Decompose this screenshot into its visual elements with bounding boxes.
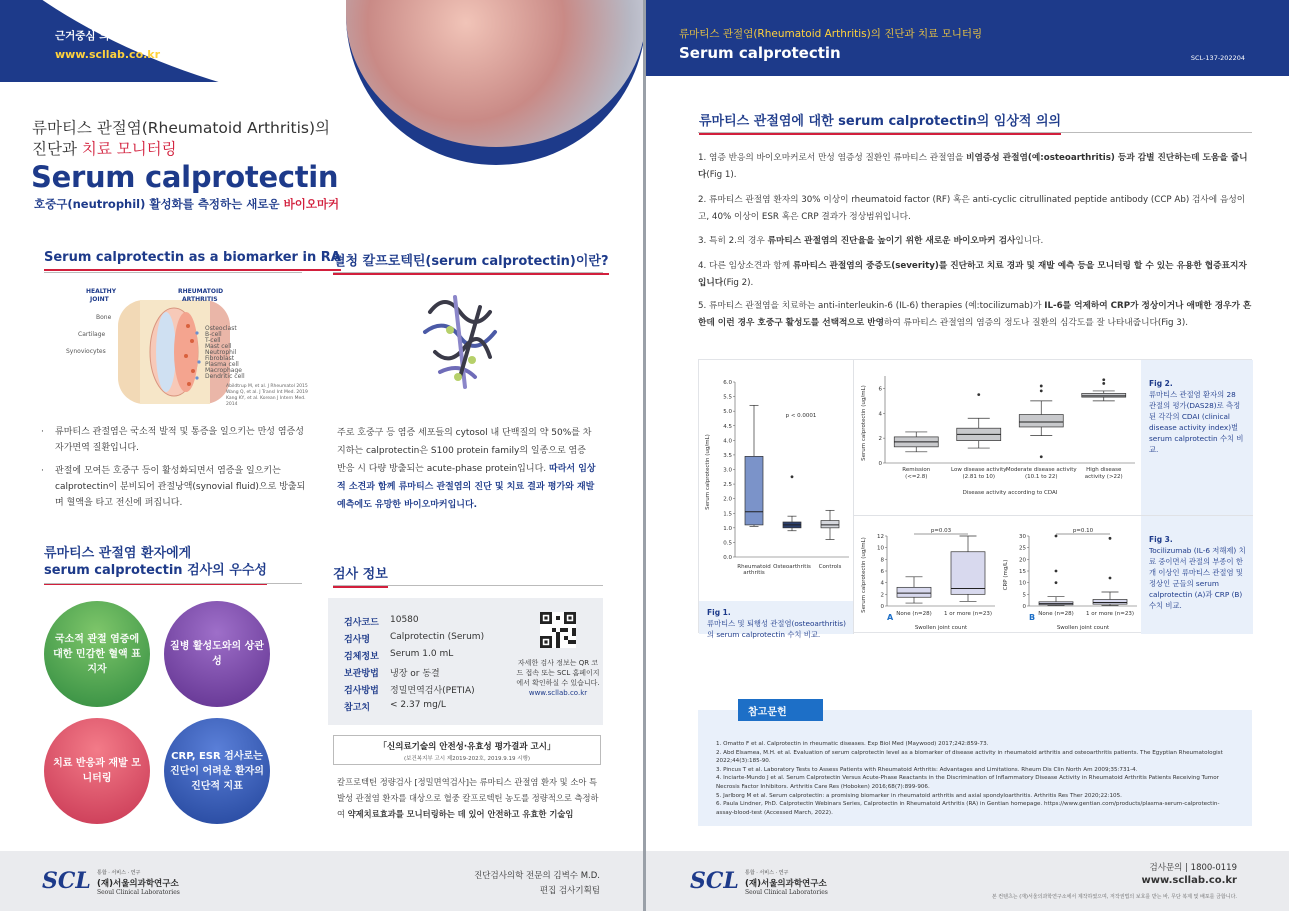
- y-tick-label: 10: [1019, 580, 1026, 587]
- logo-name: (재)서울의과학연구소: [97, 879, 179, 889]
- label-cell: Plasma cell: [205, 361, 239, 368]
- reference-item: 3. Pincus T et al. Laboratory Tests to Assess Patients with Rheumatoid Arthritis: Advantages and Limitations. Rheum Dis Clin North Am 2009;35:731-4.: [716, 766, 1138, 773]
- box-outlier: [977, 393, 980, 396]
- fig-separator: [853, 360, 854, 634]
- y-axis-label: Serum calprotectin (ug/mL): [861, 385, 867, 461]
- right-footer: [646, 851, 1289, 911]
- box-outlier: [1040, 390, 1043, 393]
- reference-item: 2022;44(3):185-90.: [716, 758, 771, 765]
- box-iqr: [1093, 599, 1127, 604]
- p-value-annotation: p < 0.0001: [785, 413, 817, 419]
- box-outlier: [1109, 577, 1112, 580]
- y-tick-label: 0: [1022, 604, 1026, 610]
- info-value: 냉장 or 동결: [390, 669, 440, 679]
- y-tick-label: 2: [880, 592, 884, 599]
- divider: [44, 272, 302, 273]
- x-tick-label: Controls: [818, 564, 842, 570]
- fig3b-chart: [999, 520, 1141, 632]
- calprotectin-description: 주로 호중구 등 염증 세포들의 cytosol 내 단백질의 약 50%를 차지하는 calprotectin은 S100 protein family의 일종으로 염증 반응 시 다량 방출되는 acute-phase protein입니다. 따라서 임상적 소견과 함께 류마티스 관절염의 진단 및 치료 결과 평가와 재발 예측에도 유망한 바이오마커입니다.: [337, 428, 596, 510]
- y-tick-label: 4.0: [723, 438, 732, 445]
- box-outlier: [1040, 455, 1043, 458]
- x-tick-label: Moderate disease activity (10.1 to 22): [1005, 467, 1077, 480]
- y-axis-label: Serum calprotectin (ug/mL): [861, 537, 867, 613]
- label-cell: Osteoclast: [205, 325, 237, 332]
- info-key: 검체정보: [344, 652, 379, 662]
- box-iqr: [897, 587, 931, 597]
- label-healthy: HEALTHY: [86, 288, 117, 295]
- box-iqr: [1019, 415, 1063, 427]
- section-clinical-significance: 류마티스 관절염에 대한 serum calprotectin의 임상적 의의: [699, 110, 1061, 135]
- y-tick-label: 1.0: [723, 525, 732, 532]
- panel-label-a: A: [887, 613, 894, 622]
- divider: [698, 132, 1252, 133]
- x-tick-label: Rheumatoid arthritis: [737, 564, 771, 576]
- y-tick-label: 6: [880, 569, 884, 575]
- reference-item: Necrosis Factor Inhibitors. Arthritis Care Res (Hoboken) 2016;68(7):899-906.: [716, 783, 930, 790]
- benefit-circle-correlation: 질병 활성도와의 상관성: [164, 601, 270, 707]
- logo-english: Seoul Clinical Laboratories: [97, 889, 180, 896]
- scl-logo: SCL: [42, 868, 91, 894]
- x-tick-label: Osteoarthritis: [773, 564, 811, 570]
- y-tick-label: 4.5: [723, 423, 732, 430]
- header-subtitle: 류마티스 관절염(Rheumatoid Arthritis)의 진단과 치료 모니터링: [679, 28, 983, 40]
- box-outlier: [1040, 385, 1043, 388]
- list-item: 2. 류마티스 관절염 환자의 30% 이상이 rheumatoid factor (RF) 혹은 anti-cyclic citrullinated peptide antibody (CCP Ab) 검사에 음성이고, 40% 이상이 ESR 혹은 CRP 결과가 정상범위입니다.: [698, 195, 1246, 222]
- box-iqr: [821, 521, 839, 528]
- y-tick-label: 8: [880, 557, 884, 564]
- box-iqr: [1082, 393, 1126, 397]
- header-url[interactable]: www.scllab.co.kr: [55, 48, 161, 61]
- y-tick-label: 30: [1019, 534, 1026, 540]
- title-line2: 진단과 치료 모니터링: [32, 140, 177, 158]
- benefit-circle-sensitivity: 국소적 관절 염증에 대한 민감한 혈액 표지자: [44, 601, 150, 707]
- list-item: 4. 다른 임상소견과 함께 류마티스 관절염의 중증도(severity)를 진단하고 치료 경과 및 재발 예측 등을 모니터링 할 수 있는 유용한 협증표지자입니다(Fig 2).: [698, 261, 1247, 288]
- y-tick-label: 0.5: [723, 540, 732, 547]
- divider: [333, 585, 603, 586]
- benefit-circle-monitoring: 치료 반응과 재발 모니터링: [44, 718, 150, 824]
- info-key: 검사명: [344, 635, 371, 645]
- y-tick-label: 12: [877, 534, 884, 540]
- y-tick-label: 0: [878, 461, 882, 467]
- box-outlier: [1055, 581, 1058, 584]
- logo-name: (재)서울의과학연구소: [745, 879, 827, 889]
- left-footer: [0, 851, 643, 911]
- y-axis-label: Serum calprotectin (ug/mL): [705, 434, 711, 510]
- reference-list: [716, 740, 1244, 817]
- fig2-chart: [857, 368, 1139, 512]
- x-tick-label: 1 or more (n=23): [1085, 611, 1135, 617]
- label-cell: Fibroblast: [205, 355, 235, 362]
- info-value: 정밀면역검사(PETIA): [390, 686, 475, 696]
- reference-item: assay-blood-test (Accessed March, 2022).: [716, 809, 833, 816]
- reference-item: 6. Paula Lindner, PhD. Calprotectin Webinars Series, Calprotectin in Rheumatoid Arthritis (RA) in Gentian homepage. https://www.gentian.com/products/plasma-serum-calprotectin-: [716, 801, 1220, 808]
- benefit-circle-diagnostic: CRP, ESR 검사로는 진단이 어려운 환자의 진단적 지표: [164, 718, 270, 824]
- qr-caption: 자세한 검사 정보는 QR 코드 접속 또는 SCL 홈페이지에서 확인하실 수 있습니다. www.scllab.co.kr: [516, 659, 600, 697]
- box-outlier: [1055, 570, 1058, 573]
- x-tick-label: None (n=28): [1038, 611, 1074, 617]
- y-tick-label: 15: [1019, 569, 1026, 575]
- divider: [44, 583, 302, 584]
- label-cell: Macrophage: [205, 367, 242, 374]
- fig2-caption: Fig 2. 류마티스 관절염 환자의 28 관절의 평가(DAS28)로 측정된 각각의 CDAI (clinical disease activity index)별 serum calprotectin 수치 비교.: [1149, 379, 1244, 454]
- y-tick-label: 25: [1019, 545, 1026, 552]
- box-outlier: [791, 475, 794, 478]
- box-outlier: [1109, 537, 1112, 540]
- info-value: Calprotectin (Serum): [390, 632, 485, 642]
- y-tick-label: 20: [1019, 557, 1026, 564]
- x-tick-label: High disease activity (>22): [1084, 467, 1123, 480]
- p-value-annotation: p=0.10: [1072, 528, 1094, 534]
- section-superiority: 류마티스 관절염 환자에게 serum calprotectin 검사의 우수성: [44, 545, 267, 585]
- y-tick-label: 6: [878, 386, 882, 393]
- fig1-chart: [699, 372, 853, 602]
- section-what-is: 혈청 칼프로텍틴(serum calprotectin)이란?: [333, 250, 609, 275]
- fig1-caption: Fig 1. 류마티스 및 퇴행성 관절염(osteoarthritis)의 serum calprotectin 수치 비교.: [707, 608, 846, 639]
- info-key: 참고치: [344, 703, 371, 713]
- test-info-box: [328, 598, 603, 725]
- hands-photo: [346, 0, 643, 165]
- header-title: Serum calprotectin: [679, 44, 841, 62]
- qr-url[interactable]: www.scllab.co.kr: [528, 689, 588, 697]
- info-key: 보관방법: [344, 669, 379, 679]
- y-tick-label: 2.0: [723, 496, 732, 503]
- label-cartilage: Cartilage: [78, 331, 106, 338]
- y-tick-label: 2.5: [723, 482, 732, 489]
- y-tick-label: 5.0: [723, 409, 732, 416]
- x-axis-label: Swollen joint count: [1056, 625, 1110, 631]
- bullet-item: · 관절에 모여든 호중구 등이 활성화되면서 염증을 일으키는 calprotectin이 분비되어 관절낭액(synovial fluid)으로 방출되며 혈액을 타고 전신에 퍼집니다.: [41, 466, 306, 508]
- y-axis-label: CRP (mg/L): [1003, 559, 1009, 591]
- p-value-annotation: p=0.03: [930, 528, 952, 534]
- label-cell: Dendritic cell: [205, 373, 245, 380]
- y-tick-label: 0.0: [723, 555, 732, 561]
- y-tick-label: 4: [878, 411, 882, 418]
- title-line1: 류마티스 관절염(Rheumatoid Arthritis)의: [32, 119, 331, 137]
- document-code: SCL-137-202204: [1190, 54, 1245, 62]
- left-page: [0, 0, 643, 911]
- y-tick-label: 2: [878, 436, 882, 443]
- info-value: Serum 1.0 mL: [390, 649, 454, 659]
- joint-citations: Abildtrup M, et al. J Rheumatol 2015 Wang Q, et al. J Transl Int Med. 2019 Kang KY, et al. Korean J Intern Med. 2014: [226, 384, 308, 407]
- fig3a-chart: [857, 520, 999, 632]
- fig3-caption: Fig 3. Tocilizumab (IL-6 저해제) 치료 중이면서 관절의 부종이 한 개 이상인 류마티스 관절염 및 정상인 군들의 serum calprotectin (A)과 CRP (B) 수치 비교.: [1149, 535, 1246, 610]
- copyright: 본 컨텐츠는 (재)서울의과학연구소에서 제작하였으며, 저작권법의 보호를 받는 바, 무단 복제 및 배포를 금합니다.: [991, 894, 1237, 900]
- logo-tagline: 통합 · 서비스 · 연구: [745, 870, 789, 876]
- y-tick-label: 3.0: [723, 467, 732, 474]
- subtitle: 호중구(neutrophil) 활성화를 측정하는 새로운 바이오마커: [34, 197, 340, 211]
- label-cell: Mast cell: [205, 343, 232, 350]
- section-biomarker: Serum calprotectin as a biomarker in RA: [44, 250, 341, 271]
- section-test-info: 검사 정보: [333, 563, 388, 588]
- box-outlier: [1102, 378, 1105, 381]
- info-value: 10580: [390, 615, 419, 625]
- right-page: [646, 0, 1289, 911]
- x-tick-label: Remission (<=2.8): [902, 467, 931, 480]
- y-tick-label: 4: [880, 580, 884, 587]
- references-box: [698, 707, 1252, 826]
- label-arthritis: ARTHRITIS: [182, 296, 218, 303]
- y-tick-label: 10: [877, 545, 884, 552]
- list-item: 5. 류마티스 관절염을 치료하는 anti-interleukin-6 (IL-6) therapies (예:tocilizumab)가 IL-6를 억제하여 CRP가 정상이거나 애매한 경우가 흔한데 이런 경우 호중구 활성도를 선택적으로 반영하여 류마티스 관절염의 염증의 정도나 질환의 심각도를 잘 나타내줍니다(Fig 3).: [698, 301, 1252, 328]
- label-cell: B-cell: [205, 331, 222, 338]
- notice-box: [333, 735, 601, 765]
- contact-phone[interactable]: 검사문의 | 1800-0119: [1149, 863, 1237, 873]
- list-item: 1. 염증 반응의 바이오마커로서 만성 염증성 질환인 류마티스 관절염을 비염증성 관절염(예:osteoarthritis) 등과 감별 진단하는데 도움을 줍니다(Fig 1).: [698, 153, 1248, 180]
- info-key: 검사코드: [344, 618, 379, 628]
- box-iqr: [745, 456, 763, 525]
- editor: 편집 검사기획팀: [539, 886, 600, 896]
- reference-item: 5. Jarlborg M et al. Serum calprotectin: a promising biomarker in rheumatoid arthritis and axial spondyloarthritis. Arthritis Res Ther 2020;22:105.: [716, 792, 1122, 799]
- label-cell: Neutrophil: [205, 349, 237, 356]
- box-outlier: [1055, 535, 1058, 538]
- list-item: 3. 특히 2.의 경우 류마티스 관절염의 진단율을 높이기 위한 새로운 바이오마커 검사입니다.: [698, 236, 1044, 246]
- footer-url[interactable]: www.scllab.co.kr: [1141, 875, 1237, 886]
- notice-title: 「신의료기술의 안전성·유효성 평가결과 고시」: [378, 742, 556, 752]
- qr-code-icon[interactable]: [540, 612, 576, 648]
- figures-panel: [698, 359, 1252, 639]
- scl-logo: SCL: [690, 868, 739, 894]
- y-tick-label: 5: [1022, 592, 1026, 599]
- header-tag: 근거중심 의학의 완성: [55, 30, 154, 42]
- references-tab: 참고문헌: [738, 699, 823, 721]
- info-key: 검사방법: [344, 686, 379, 696]
- x-axis-label: Disease activity according to CDAI: [962, 490, 1058, 496]
- x-tick-label: Low disease activity (2.81 to 10): [951, 467, 1007, 480]
- y-tick-label: 1.5: [723, 511, 732, 518]
- protein-structure: [410, 282, 510, 397]
- calprotectin-structure-image: [410, 282, 510, 397]
- logo-tagline: 통합 · 서비스 · 연구: [97, 870, 141, 876]
- label-bone: Bone: [96, 314, 112, 321]
- label-synoviocytes: Synoviocytes: [66, 348, 106, 355]
- box-iqr: [951, 552, 985, 595]
- right-header: [646, 0, 1289, 76]
- panel-label-b: B: [1029, 613, 1036, 622]
- reference-item: 1. Omatto F et al. Calprotectin in rheumatic diseases. Exp Biol Med (Maywood) 2017;242:859-73.: [716, 741, 989, 747]
- notice-description: 칼프로텍틴 정량검사 [정밀면역검사]는 류마티스 관절염 환자 및 소아 특발성 관절염 환자를 대상으로 혈중 칼프로텍틴 농도를 정량적으로 측정하여 약제치료효과를 모니터링하는 데 있어 안전하고 유효한 기술임: [337, 777, 599, 819]
- x-axis-label: Swollen joint count: [914, 625, 968, 631]
- divider: [333, 272, 603, 273]
- bullet-item: · 류마티스 관절염은 국소적 발적 및 통증을 일으키는 만성 염증성 자가면역 질환입니다.: [41, 427, 304, 453]
- logo-english: Seoul Clinical Laboratories: [745, 889, 828, 896]
- y-tick-label: 0: [880, 604, 884, 610]
- y-tick-label: 5.5: [723, 394, 732, 401]
- box-outlier: [1102, 382, 1105, 385]
- label-rheumatoid: RHEUMATOID: [178, 288, 224, 295]
- label-joint: JOINT: [90, 296, 109, 303]
- info-value: < 2.37 mg/L: [390, 700, 446, 710]
- y-tick-label: 3.5: [723, 452, 732, 459]
- main-title: Serum calprotectin: [31, 160, 339, 194]
- y-tick-label: 6.0: [723, 380, 732, 386]
- reference-item: 2. Abd Elsamea, M.H. et al. Evaluation of serum calprotectin level as a biomarker of disease activity in rheumatoid arthritis and osteoarthritis patients. The Egyptian Rheumatologist: [716, 749, 1223, 756]
- notice-subtitle: (보건복지부 고시 제2019-202호, 2019.9.19 시행): [404, 756, 530, 762]
- label-cell: T-cell: [205, 337, 221, 344]
- reference-item: 4. Inciarte-Mundo J et al. Serum Calprotectin Versus Acute-Phase Reactants in the Discrimination of Inflammatory Disease Activity in Rheumatoid Arthritis Patients Receiving Tumor: [716, 775, 1219, 782]
- author: 진단검사의학 전문의 김벽수 M.D.: [474, 871, 600, 881]
- x-tick-label: 1 or more (n=23): [943, 611, 993, 617]
- x-tick-label: None (n=28): [896, 611, 932, 617]
